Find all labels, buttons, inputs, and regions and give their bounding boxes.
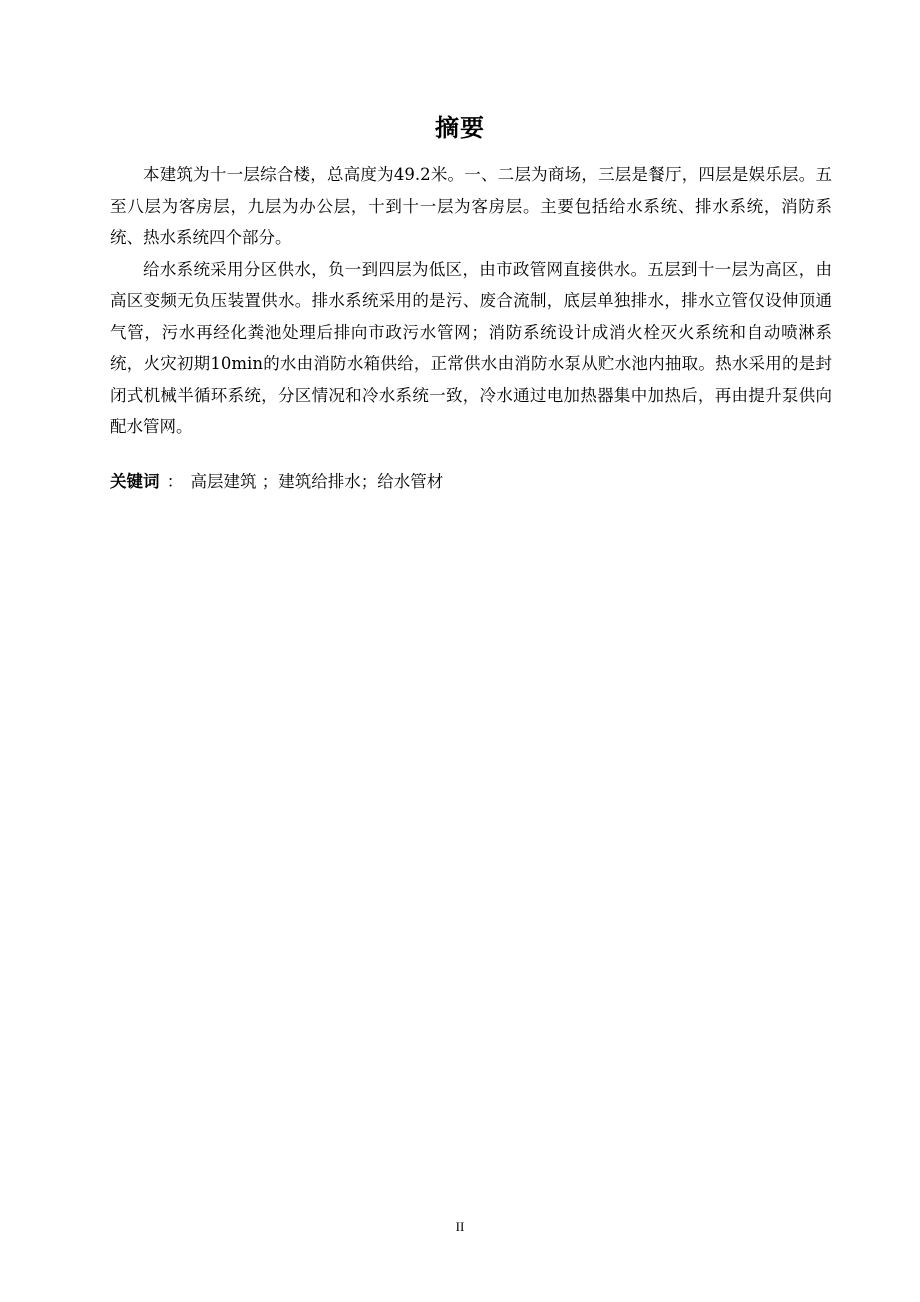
- keywords-label: 关键词: [110, 472, 160, 491]
- abstract-title: 摘要: [435, 114, 485, 142]
- keywords-line: [110, 467, 832, 497]
- page-number: II: [455, 1219, 465, 1234]
- abstract-body: [110, 159, 832, 443]
- abstract-paragraph-2: 给水系统采用分区供水，负一到四层为低区，由市政管网直接供水。五层到十一层为高区，由高区变频无负压装置供水。排水系统采用的是污、废合流制，底层单独排水，排水立管仅设伸顶通气管，污水再经化粪池处理后排向市政污水管网；消防系统设计成消火栓灭火系统和自动喷淋系统，火灾初期10min的水由消防水箱供给，正常供水由消防水泵从贮水池内抽取。热水采用的是封闭式机械半循环系统，分区情况和冷水系统一致，冷水通过电加热器集中加热后，再由提升泵供向配水管网。: [110, 259, 832, 436]
- keywords-value: 高层建筑 ；建筑给排水；给水管材: [190, 472, 444, 491]
- abstract-paragraph-1: 本建筑为十一层综合楼，总高度为49.2米。一、二层为商场，三层是餐厅，四层是娱乐层。五至八层为客房层，九层为办公层，十到十一层为客房层。主要包括给水系统、排水系统，消防系统、热水系统四个部分。: [110, 165, 832, 247]
- keywords-separator: ：: [166, 472, 184, 491]
